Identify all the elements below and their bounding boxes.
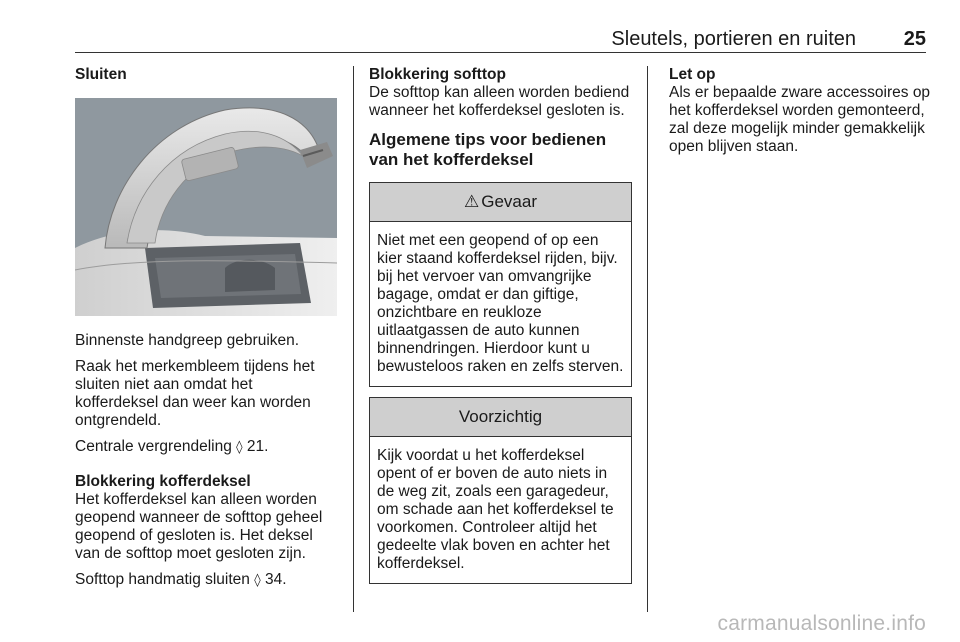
note-text: Als er bepaalde zware accessoires op het kofferdeksel worden gemonteerd, zal deze mogelijk minder gemakkelijk open blijven staan. <box>669 84 931 155</box>
watermark: carmanualsonline.info <box>717 612 926 635</box>
caution-header <box>370 398 631 437</box>
heading-general-tips: Algemene tips voor bedienen van het kofferdeksel <box>369 130 607 169</box>
xref-page[interactable]: 21. <box>246 438 269 455</box>
danger-notice <box>369 182 632 387</box>
danger-title: Gevaar <box>481 192 537 211</box>
section-title: Sleutels, portieren en ruiten <box>611 28 856 50</box>
column-left <box>75 66 337 590</box>
instruction-handle: Binnenste handgreep gebruiken. <box>75 332 300 349</box>
heading-softtop-lock: Blokkering softtop <box>369 66 506 83</box>
caution-title: Voorzichtig <box>458 407 543 426</box>
column-separator <box>353 66 354 612</box>
danger-text: Niet met een geopend of op een kier staand kofferdeksel rijden, bijv. bij het vervoer van omvangrijke bagage, omdat er dan giftige, onzichtbare en reukloze uitlaatgassen de auto kunnen binnendringen. Hierdoor kunt u bewusteloos raken en zelfs sterven. <box>377 232 624 375</box>
open-trunk-illustration <box>75 98 337 316</box>
xref-text: Centrale vergrendeling <box>75 438 237 455</box>
page-number: 25 <box>903 28 926 50</box>
softtop-lock-text: De softtop kan alleen worden bediend wanneer het kofferdeksel gesloten is. <box>369 84 630 119</box>
warning-triangle-icon: ⚠ <box>464 192 480 212</box>
xref-softtop-close <box>75 571 337 590</box>
instruction-emblem: Raak het merkembleem tijdens het sluiten niet aan omdat het kofferdeksel dan weer kan worden ontgrendeld. <box>75 358 315 429</box>
column-right <box>669 66 931 156</box>
caution-text: Kijk voordat u het kofferdeksel opent of er boven de auto niets in de weg zit, zoals een garagedeur, om schade aan het kofferdeksel te voorkomen. Controleer altijd het gedeelte vlak boven en achter het kofferdeksel. <box>377 447 614 572</box>
heading-closing: Sluiten <box>75 66 127 83</box>
column-separator <box>647 66 648 612</box>
page-header <box>75 28 926 50</box>
column-middle <box>369 66 632 594</box>
caution-notice <box>369 397 632 584</box>
page-reference-icon: ◊ <box>254 573 261 588</box>
xref-text: Softtop handmatig sluiten <box>75 571 255 588</box>
header-rule <box>75 52 926 53</box>
danger-header <box>370 183 631 222</box>
heading-trunk-lock: Blokkering kofferdeksel <box>75 473 251 490</box>
page-reference-icon: ◊ <box>236 440 243 455</box>
trunk-lock-text: Het kofferdeksel kan alleen worden geopend wanneer de softtop geheel geopend of gesloten is. Het deksel van de softtop moet gesloten zijn. <box>75 491 323 562</box>
xref-central-locking <box>75 438 337 457</box>
xref-page[interactable]: 34. <box>264 571 287 588</box>
heading-note: Let op <box>669 66 716 83</box>
